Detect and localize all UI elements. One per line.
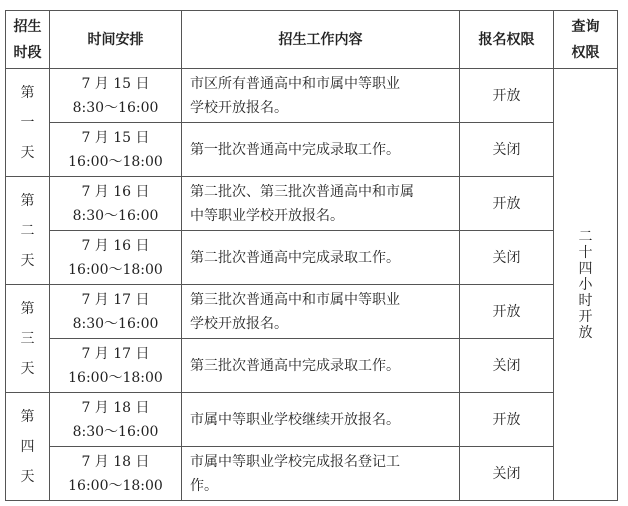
content-cell: 市属中等职业学校完成报名登记工 作。 [182,447,460,501]
table-row [6,285,618,339]
table-row [6,123,618,177]
enrollment-schedule-table [5,10,618,501]
table-row [6,339,618,393]
content-cell: 第二批次、第三批次普通高中和市属 中等职业学校开放报名。 [182,177,460,231]
header-period: 招生 时段 [6,11,50,69]
registration-status: 开放 [460,393,554,447]
registration-status: 关闭 [460,231,554,285]
day-label: 第 一 天 [6,69,50,177]
header-row [6,11,618,69]
content-cell: 市区所有普通高中和市属中等职业 学校开放报名。 [182,69,460,123]
header-registration: 报名权限 [460,11,554,69]
time-cell: 7 月 18 日 16:00～18:00 [50,447,182,501]
query-permission: 二十四小时开放 [554,69,618,501]
header-query: 查询 权限 [554,11,618,69]
table-row [6,447,618,501]
registration-status: 关闭 [460,339,554,393]
day-label: 第 四 天 [6,393,50,501]
registration-status: 开放 [460,69,554,123]
content-cell: 第三批次普通高中完成录取工作。 [182,339,460,393]
registration-status: 关闭 [460,123,554,177]
registration-status: 开放 [460,285,554,339]
time-cell: 7 月 15 日 16:00～18:00 [50,123,182,177]
content-cell: 第二批次普通高中完成录取工作。 [182,231,460,285]
time-cell: 7 月 18 日 8:30～16:00 [50,393,182,447]
time-cell: 7 月 15 日 8:30～16:00 [50,69,182,123]
time-cell: 7 月 17 日 8:30～16:00 [50,285,182,339]
time-cell: 7 月 16 日 8:30～16:00 [50,177,182,231]
content-cell: 市属中等职业学校继续开放报名。 [182,393,460,447]
registration-status: 关闭 [460,447,554,501]
table-row [6,231,618,285]
registration-status: 开放 [460,177,554,231]
day-label: 第 三 天 [6,285,50,393]
time-cell: 7 月 17 日 16:00～18:00 [50,339,182,393]
table-row [6,393,618,447]
content-cell: 第三批次普通高中和市属中等职业 学校开放报名。 [182,285,460,339]
header-time: 时间安排 [50,11,182,69]
time-cell: 7 月 16 日 16:00～18:00 [50,231,182,285]
content-cell: 第一批次普通高中完成录取工作。 [182,123,460,177]
day-label: 第 二 天 [6,177,50,285]
header-content: 招生工作内容 [182,11,460,69]
table-row [6,177,618,231]
table-row [6,69,618,123]
